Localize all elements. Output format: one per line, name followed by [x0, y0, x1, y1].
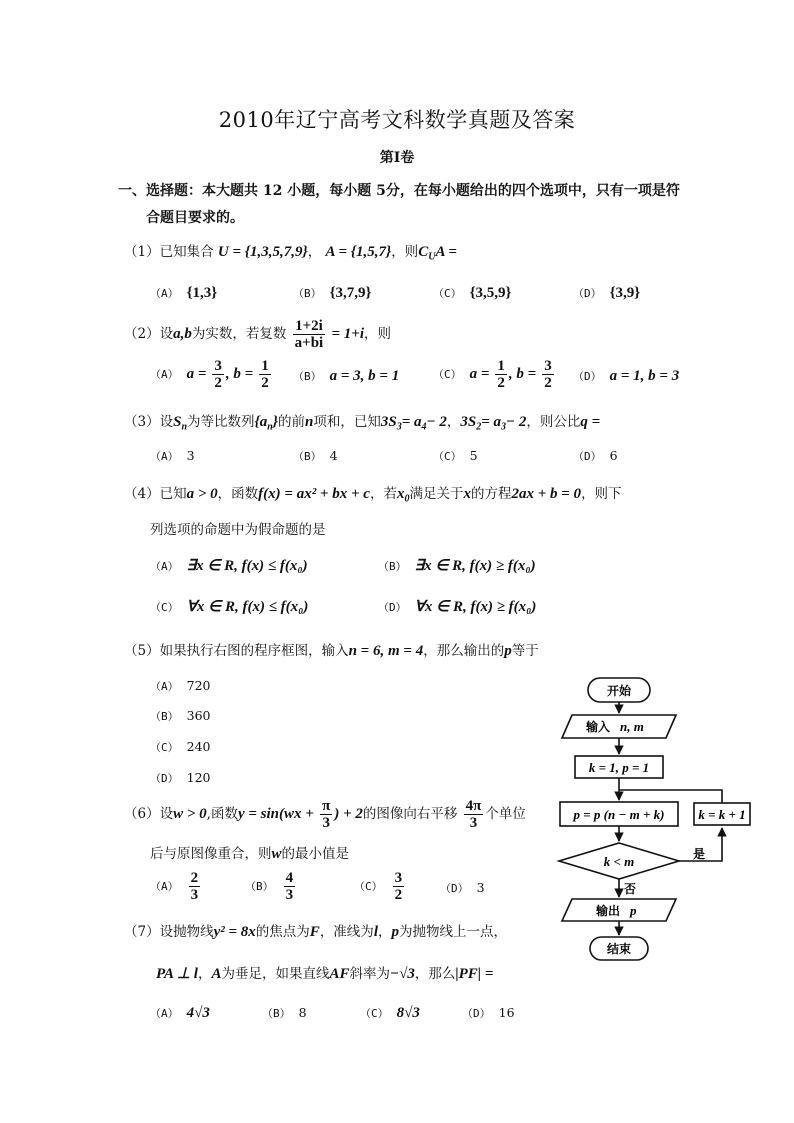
flowchart-input-label: 输入 — [586, 720, 611, 734]
question-2-option-c: （C） a = $\frac{1}{2}$ , b = $\frac{3}{2}$ — [433, 358, 552, 391]
flowchart-yes-label: 是 — [693, 847, 706, 861]
complex-fraction: $\frac{1+2i}{a+bi}$ — [294, 318, 324, 351]
page-title: 2010年辽宁高考文科数学真题及答案 — [218, 108, 576, 132]
question-6-option-c: （C） $\frac{3}{2}$ — [354, 870, 403, 903]
question-7-stem: （7）设抛物线y² = 8x的焦点为F，准线为l，p为抛物线上一点， — [124, 924, 507, 940]
question-3-option-c: （C） 5 — [433, 448, 478, 463]
question-6-option-d: （D） 3 — [440, 880, 485, 895]
question-5-stem: （5）如果执行右图的程序框图，输入n = 6, m = 4，那么输出的p等于 — [124, 643, 539, 659]
question-1-option-b: （B） {3,7,9} — [293, 285, 372, 301]
question-2-option-b: （B） a = 3, b = 1 — [293, 368, 400, 384]
question-3-stem: （3）设$S_n$为等比数列$\{a_n\}$的前n项和，已知$3S_3= a_4- 2$，$3S_2= a_3- 2$，则公比q = — [124, 414, 601, 433]
flowchart-increment-label: k = k + 1 — [698, 807, 746, 822]
flowchart-start-label: 开始 — [606, 684, 632, 698]
question-1-stem: （1）已知集合 U = {1,3,5,7,9}， A = {1,5,7}，则$C_UA$ = — [124, 244, 457, 263]
question-4-stem: （4）已知a > 0，函数f(x) = ax² + bx + c，若$x_0$满足关于x的方程2ax + b = 0，则下 — [124, 486, 622, 505]
question-6-stem: （6）设w > 0,函数y = sin(wx + $\frac{\pi}{3}$ ) + 2的图像向右平移 $\frac{4\pi}{3}$ 个单位 — [124, 798, 526, 831]
question-4-option-a: （A） ∃x ∈ R, f(x) ≤ f(x₀) — [150, 558, 308, 574]
question-4-option-b: （B） ∃x ∈ R, f(x) ≥ f(x₀) — [378, 558, 536, 574]
section-instructions-line1: 一、选择题：本大题共 12 小题，每小题 5分，在每小题给出的四个选项中，只有一项是符 — [118, 183, 680, 199]
flowchart-output-label: 输出 — [596, 904, 621, 918]
question-4-option-c: （C） ∀x ∈ R, f(x) ≤ f(x₀) — [150, 599, 309, 615]
question-4-stem-line2: 列选项的命题中为假命题的是 — [150, 522, 326, 538]
question-5-option-d: （D） 120 — [150, 770, 211, 785]
question-7-option-d: （D） 16 — [462, 1005, 515, 1020]
question-3-option-b: （B） 4 — [293, 448, 338, 463]
question-6-option-a: （A） $\frac{2}{3}$ — [150, 870, 199, 903]
question-3-option-a: （A） 3 — [150, 448, 195, 463]
question-1-option-a: （A） {1,3} — [150, 285, 218, 301]
question-1-option-d: （D） {3,9} — [573, 285, 641, 301]
flowchart-end-label: 结束 — [606, 942, 632, 956]
question-5-option-c: （C） 240 — [150, 739, 211, 754]
volume-heading: 第Ⅰ卷 — [379, 150, 415, 166]
flowchart-no-label: 否 — [624, 882, 637, 896]
question-6-option-b: （B） $\frac{4}{3}$ — [245, 870, 294, 903]
question-1-option-c: （C） {3,5,9} — [433, 285, 512, 301]
question-3-option-d: （D） 6 — [573, 448, 618, 463]
question-6-stem-line2: 后与原图像重合，则w的最小值是 — [150, 846, 350, 862]
question-5-option-b: （B） 360 — [150, 708, 211, 723]
flowchart-update-label: p = p (n − m + k) — [573, 807, 665, 822]
program-flowchart — [540, 668, 760, 968]
flowchart-init-label: k = 1, p = 1 — [588, 760, 650, 775]
flowchart-output-var: p — [630, 903, 637, 918]
question-4-option-d: （D） ∀x ∈ R, f(x) ≥ f(x₀) — [378, 599, 537, 615]
flowchart-condition-label: k < m — [603, 854, 635, 869]
question-7-option-b: （B） 8 — [262, 1005, 307, 1020]
question-5-option-a: （A） 720 — [150, 678, 211, 693]
section-instructions-line2: 合题目要求的。 — [146, 210, 244, 226]
question-2-option-d: （D） a = 1, b = 3 — [573, 368, 680, 384]
set-u: U = {1,3,5,7,9} — [217, 244, 308, 260]
question-7-option-a: （A） 4√3 — [150, 1005, 210, 1021]
flowchart-input-vars: n, m — [620, 719, 644, 734]
question-2-stem: （2）设a,b为实数，若复数 $\frac{1+2i}{a+bi}$ = 1+i，则 — [124, 318, 392, 351]
set-a: A = {1,5,7} — [325, 244, 392, 260]
question-2-option-a: （A） a = $\frac{3}{2}$ , b = $\frac{1}{2}$ — [150, 358, 269, 391]
flowchart-input-node — [562, 715, 676, 738]
question-7-stem-line2: PA ⊥ l，A为垂足，如果直线AF斜率为−√3，那么|PF| = — [156, 966, 494, 982]
question-7-option-c: （C） 8√3 — [360, 1005, 420, 1021]
